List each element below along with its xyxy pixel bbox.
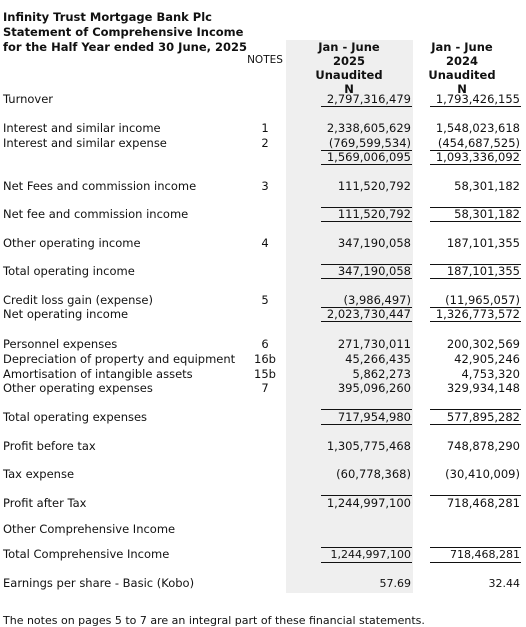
table-row (0, 576, 526, 591)
table-row (0, 136, 526, 151)
row-note: 7 (261, 381, 269, 395)
subtotal-rule (321, 307, 412, 308)
total-rule (430, 164, 521, 165)
row-note: 4 (261, 236, 269, 250)
statement-title: Statement of Comprehensive Income (3, 25, 244, 39)
table-row (0, 522, 526, 537)
column-header-2025 (287, 40, 411, 96)
row-value-2024: 187,101,355 (446, 236, 520, 250)
table-row (0, 367, 526, 382)
column-period: Jan - June (431, 40, 493, 54)
row-value-2025: 2,797,316,479 (326, 92, 411, 106)
subtotal-rule (321, 150, 412, 151)
notes-column-header: NOTES (247, 54, 283, 66)
row-value-2025: 1,569,006,095 (326, 150, 411, 164)
table-row (0, 293, 526, 308)
row-note: 1 (261, 121, 269, 135)
row-label: Profit after Tax (3, 496, 87, 510)
subtotal-rule (321, 495, 412, 496)
row-label: Profit before tax (3, 439, 96, 453)
row-value-2025: (60,778,368) (336, 467, 411, 481)
row-value-2024: 200,302,569 (446, 337, 520, 351)
subtotal-rule (321, 409, 412, 410)
subtotal-rule (321, 207, 412, 208)
row-label: Credit loss gain (expense) (3, 293, 153, 307)
table-row (0, 179, 526, 194)
row-value-2024: 58,301,182 (454, 207, 520, 221)
subtotal-rule (430, 547, 521, 548)
row-label: Interest and similar income (3, 121, 161, 135)
total-rule (321, 106, 412, 107)
total-rule (430, 424, 521, 425)
row-label: Interest and similar expense (3, 136, 167, 150)
row-value-2024: 58,301,182 (454, 179, 520, 193)
table-row (0, 381, 526, 396)
row-value-2025: 271,730,011 (337, 337, 411, 351)
row-note: 6 (261, 337, 269, 351)
table-row (0, 264, 526, 279)
row-label: Net fee and commission income (3, 207, 189, 221)
row-label: Turnover (3, 92, 54, 106)
row-value-2025: 717,954,980 (337, 410, 411, 424)
row-note: 2 (261, 136, 269, 150)
row-value-2025: 45,266,435 (345, 352, 411, 366)
subtotal-rule (430, 307, 521, 308)
subtotal-rule (321, 264, 412, 265)
row-value-2024: 1,793,426,155 (435, 92, 520, 106)
subtotal-rule (321, 547, 412, 548)
column-currency: N (344, 82, 354, 96)
row-note: 16b (254, 352, 276, 366)
row-value-2025: 111,520,792 (337, 207, 411, 221)
row-value-2025: 347,190,058 (337, 236, 411, 250)
total-rule (321, 278, 412, 279)
row-value-2025: 2,023,730,447 (326, 307, 411, 321)
column-header-2024 (400, 40, 524, 96)
row-value-2025: 395,096,260 (337, 381, 411, 395)
subtotal-rule (430, 264, 521, 265)
row-value-2025: (3,986,497) (343, 293, 411, 307)
row-value-2025: 5,862,273 (352, 367, 411, 381)
subtotal-rule (430, 207, 521, 208)
row-label: Depreciation of property and equipment (3, 352, 236, 366)
row-value-2024: (30,410,009) (445, 467, 520, 481)
table-row (0, 496, 526, 511)
total-rule (430, 278, 521, 279)
table-row (0, 352, 526, 367)
row-label: Other operating income (3, 236, 141, 250)
table-row (0, 439, 526, 454)
row-value-2024: (11,965,057) (445, 293, 520, 307)
row-value-2024: 718,468,281 (446, 496, 520, 510)
total-rule (321, 424, 412, 425)
row-value-2024: 718,468,281 (450, 548, 520, 561)
row-value-2024: 32.44 (488, 577, 520, 590)
column-year: 2025 (332, 54, 365, 68)
total-rule (321, 164, 412, 165)
row-value-2025: 347,190,058 (337, 264, 411, 278)
total-rule (430, 321, 521, 322)
row-value-2025: 1,305,775,468 (326, 439, 411, 453)
row-label: Total Comprehensive Income (3, 547, 170, 561)
row-value-2024: 577,895,282 (446, 410, 520, 424)
subtotal-rule (430, 409, 521, 410)
footer-note: The notes on pages 5 to 7 are an integral part of these financial statements. (3, 614, 425, 627)
row-value-2024: 329,934,148 (446, 381, 520, 395)
column-period: Jan - June (318, 40, 380, 54)
row-label: Earnings per share - Basic (Kobo) (3, 576, 195, 590)
table-row (0, 410, 526, 425)
total-rule (430, 106, 521, 107)
company-name: Infinity Trust Mortgage Bank Plc (3, 10, 212, 24)
statement-period: for the Half Year ended 30 June, 2025 (3, 40, 247, 54)
row-label: Other Comprehensive Income (3, 522, 176, 536)
table-row (0, 467, 526, 482)
column-currency: N (457, 82, 467, 96)
row-value-2024: 1,326,773,572 (435, 307, 520, 321)
row-note: 15b (254, 367, 276, 381)
column-year: 2024 (445, 54, 478, 68)
row-value-2025: 1,244,997,100 (326, 496, 411, 510)
total-rule (321, 321, 412, 322)
row-value-2025: 2,338,605,629 (326, 121, 411, 135)
column-status: Unaudited (315, 68, 383, 82)
row-value-2025: 57.69 (379, 577, 411, 590)
row-note: 5 (261, 293, 269, 307)
table-row (0, 307, 526, 322)
table-row (0, 92, 526, 107)
total-rule (430, 562, 521, 563)
total-rule (321, 221, 412, 222)
table-row (0, 337, 526, 352)
row-label: Amortisation of intangible assets (3, 367, 193, 381)
row-value-2025: 1,244,997,100 (330, 548, 411, 561)
table-row (0, 121, 526, 136)
row-label: Net Fees and commission income (3, 179, 197, 193)
column-status: Unaudited (428, 68, 496, 82)
row-value-2024: 1,548,023,618 (435, 121, 520, 135)
row-label: Total operating expenses (3, 410, 148, 424)
row-label: Net operating income (3, 307, 129, 321)
row-value-2024: 42,905,246 (454, 352, 520, 366)
row-value-2024: 4,753,320 (461, 367, 520, 381)
row-value-2025: (769,599,534) (328, 136, 411, 150)
row-note: 3 (261, 179, 269, 193)
table-row (0, 207, 526, 222)
table-row (0, 236, 526, 251)
row-value-2024: 1,093,336,092 (435, 150, 520, 164)
row-value-2024: 748,878,290 (446, 439, 520, 453)
table-row (0, 547, 526, 562)
row-value-2024: 187,101,355 (446, 264, 520, 278)
total-rule (430, 221, 521, 222)
row-value-2024: (454,687,525) (437, 136, 520, 150)
row-label: Total operating income (3, 264, 135, 278)
row-label: Personnel expenses (3, 337, 118, 351)
total-rule (321, 562, 412, 563)
row-label: Other operating expenses (3, 381, 153, 395)
row-label: Tax expense (3, 467, 75, 481)
table-row (0, 150, 526, 165)
statement-header (3, 10, 247, 55)
subtotal-rule (430, 495, 521, 496)
row-value-2025: 111,520,792 (337, 179, 411, 193)
subtotal-rule (430, 150, 521, 151)
